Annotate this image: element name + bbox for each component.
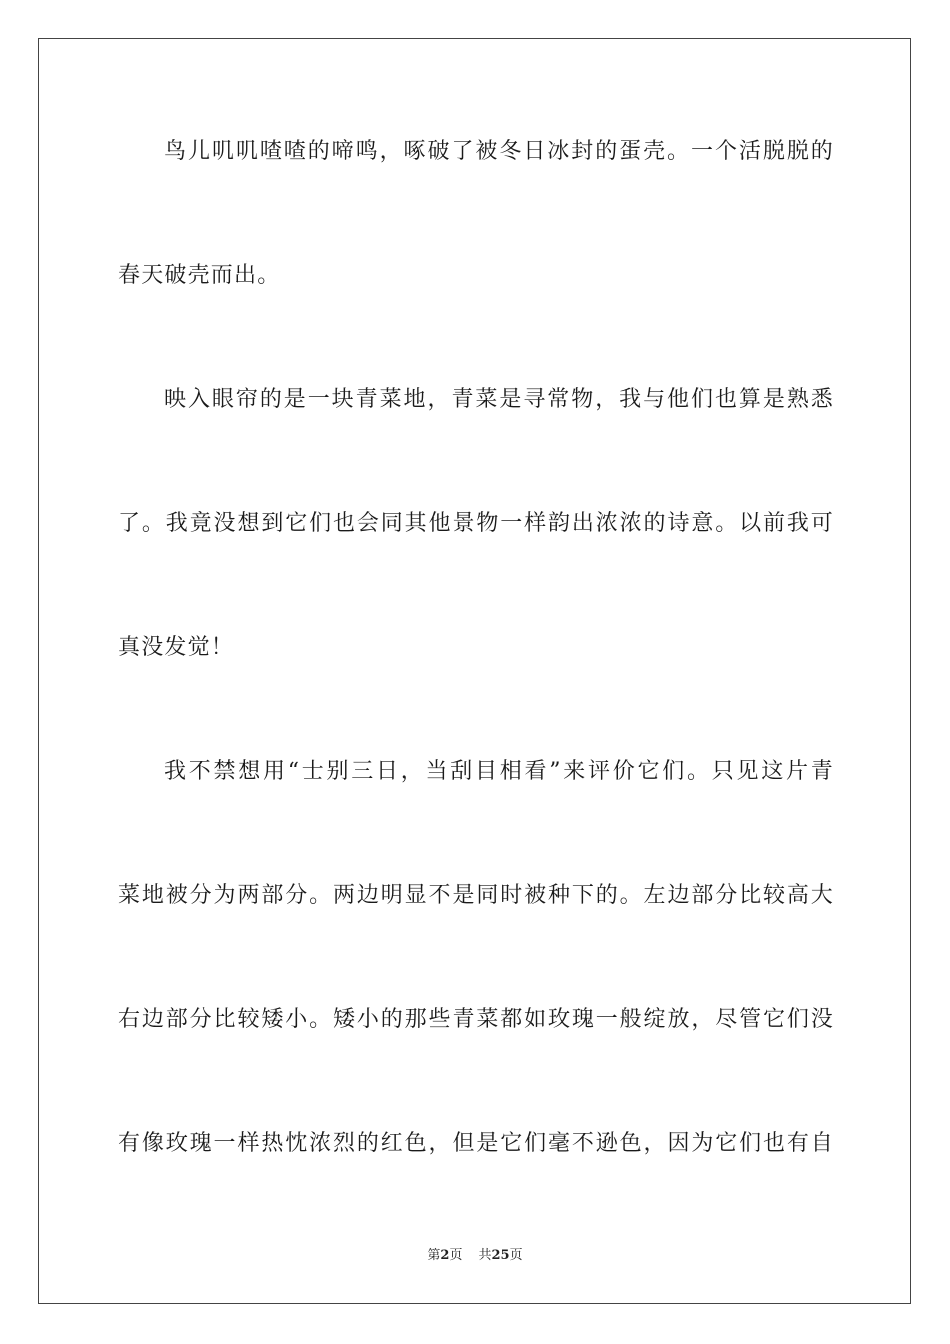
body-line-6: 我不禁想用“士别三日，当刮目相看”来评价它们。只见这片青 <box>164 759 834 784</box>
body-line-5: 真没发觉！ <box>118 635 235 660</box>
page-prefix: 第 <box>427 1248 441 1263</box>
total-prefix: 共 <box>478 1248 492 1263</box>
body-line-2: 春天破壳而出。 <box>118 263 281 288</box>
total-suffix: 页 <box>509 1248 523 1263</box>
total-pages: 25 <box>491 1248 510 1263</box>
body-line-4: 了。我竟没想到它们也会同其他景物一样韵出浓浓的诗意。以前我可 <box>118 511 834 536</box>
body-line-8: 右边部分比较矮小。矮小的那些青菜都如玫瑰一般绽放，尽管它们没 <box>118 1007 834 1032</box>
page-number: 2 <box>440 1248 450 1263</box>
page-footer <box>0 1247 950 1265</box>
page-suffix: 页 <box>449 1248 463 1263</box>
body-line-3: 映入眼帘的是一块青菜地，青菜是寻常物，我与他们也算是熟悉 <box>164 387 834 412</box>
body-line-7: 菜地被分为两部分。两边明显不是同时被种下的。左边部分比较高大 <box>118 883 834 908</box>
page-border <box>38 38 911 1304</box>
body-line-1: 鸟儿叽叽喳喳的啼鸣，啄破了被冬日冰封的蛋壳。一个活脱脱的 <box>164 139 834 164</box>
body-line-9: 有像玫瑰一样热忱浓烈的红色，但是它们毫不逊色，因为它们也有自 <box>118 1131 834 1156</box>
